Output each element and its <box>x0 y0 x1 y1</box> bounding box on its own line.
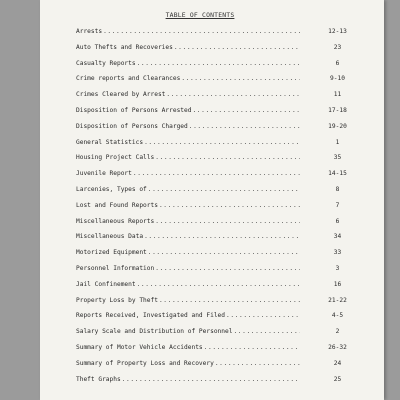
toc-entry-label: Miscellaneous Reports <box>76 217 155 225</box>
toc-entry <box>76 343 375 359</box>
dot-leader <box>148 249 300 256</box>
toc-entry-pages: 26-32 <box>328 343 347 351</box>
dot-leader <box>103 28 300 35</box>
toc-entry-label: Property Loss by Theft <box>76 296 158 304</box>
toc-entry <box>76 327 375 343</box>
dot-leader <box>233 328 300 335</box>
page-title: TABLE OF CONTENTS <box>165 11 235 19</box>
toc-entry <box>76 296 375 312</box>
toc-entry <box>76 201 375 217</box>
toc-entry-pages: 6 <box>335 59 340 67</box>
dot-leader <box>133 170 300 177</box>
toc-entry <box>76 153 375 169</box>
toc-entry-pages: 24 <box>333 359 342 367</box>
toc-entry <box>76 90 375 106</box>
dot-leader <box>122 376 300 383</box>
dot-leader <box>148 186 300 193</box>
toc-entry-label: Theft Graphs <box>76 375 121 383</box>
toc-entry-label: Reports Received, Investigated and Filed <box>76 312 226 320</box>
toc-entry <box>76 217 375 233</box>
dot-leader <box>155 154 300 161</box>
dot-leader <box>155 218 300 225</box>
toc-entry-label: Motorized Equipment <box>76 249 147 257</box>
toc-entry-label: Juvenile Report <box>76 170 132 178</box>
toc-entry-pages: 4-5 <box>331 312 344 320</box>
dot-leader <box>137 281 300 288</box>
toc-entry-label: General Statistics <box>76 138 144 146</box>
dot-leader <box>174 44 300 51</box>
toc-entry-label: Summary of Motor Vehicle Accidents <box>76 343 203 351</box>
toc-entry-label: Crime reports and Clearances <box>76 75 181 83</box>
toc-entry-pages: 14-15 <box>328 170 347 178</box>
toc-entry <box>76 74 375 90</box>
toc-entry-label: Casualty Reports <box>76 59 136 67</box>
dot-leader <box>215 360 300 367</box>
toc-entry <box>76 27 375 43</box>
toc-entry-label: Larcenies, Types of <box>76 185 147 193</box>
toc-entry-pages: 35 <box>333 154 342 162</box>
dot-leader <box>189 123 300 130</box>
toc-entry <box>76 169 375 185</box>
table-of-contents <box>76 27 375 390</box>
toc-entry-pages: 12-13 <box>328 28 347 35</box>
toc-entry-pages: 11 <box>333 91 342 99</box>
toc-entry <box>76 311 375 327</box>
document-page <box>40 0 384 400</box>
dot-leader <box>192 107 300 114</box>
toc-entry <box>76 122 375 138</box>
toc-entry <box>76 138 375 154</box>
toc-entry-pages: 6 <box>335 217 340 225</box>
toc-entry-pages: 1 <box>335 138 340 146</box>
toc-entry-pages: 7 <box>335 201 340 209</box>
toc-entry-pages: 3 <box>335 264 340 272</box>
toc-entry-label: Crimes Cleared by Arrest <box>76 91 166 99</box>
toc-entry <box>76 106 375 122</box>
toc-entry-pages: 21-22 <box>328 296 347 304</box>
toc-entry <box>76 248 375 264</box>
toc-entry-pages: 33 <box>333 249 342 257</box>
toc-entry-label: Disposition of Persons Arrested <box>76 106 192 114</box>
toc-entry <box>76 280 375 296</box>
toc-entry-label: Lost and Found Reports <box>76 201 158 209</box>
toc-entry-label: Summary of Property Loss and Recovery <box>76 359 214 367</box>
toc-entry <box>76 43 375 59</box>
toc-entry-label: Disposition of Persons Charged <box>76 122 188 130</box>
toc-entry-pages: 25 <box>333 375 342 383</box>
toc-entry-pages: 16 <box>333 280 342 288</box>
toc-entry-pages: 9-10 <box>330 75 345 83</box>
toc-entry-label: Housing Project Calls <box>76 154 155 162</box>
toc-entry-label: Jail Confinement <box>76 280 136 288</box>
toc-entry <box>76 359 375 375</box>
toc-entry <box>76 264 375 280</box>
toc-entry <box>76 59 375 75</box>
dot-leader <box>155 265 300 272</box>
toc-entry-label: Miscellaneous Data <box>76 233 144 241</box>
dot-leader <box>144 233 300 240</box>
dot-leader <box>226 312 300 319</box>
dot-leader <box>204 344 300 351</box>
toc-entry <box>76 185 375 201</box>
toc-entry <box>76 232 375 248</box>
toc-entry-pages: 23 <box>333 43 342 51</box>
dot-leader <box>166 91 300 98</box>
toc-entry-pages: 8 <box>335 185 340 193</box>
toc-entry-label: Arrests <box>76 28 103 35</box>
toc-entry-pages: 34 <box>333 233 342 241</box>
dot-leader <box>159 297 300 304</box>
toc-entry-label: Auto Thefts and Recoveries <box>76 43 173 51</box>
toc-entry <box>76 375 375 391</box>
dot-leader <box>159 202 300 209</box>
toc-entry-label: Personnel Information <box>76 264 155 272</box>
dot-leader <box>181 75 300 82</box>
toc-entry-pages: 17-18 <box>328 106 347 114</box>
toc-entry-label: Salary Scale and Distribution of Personnel <box>76 328 233 336</box>
toc-entry-pages: 2 <box>335 328 340 336</box>
dot-leader <box>137 60 300 67</box>
toc-entry-pages: 19-20 <box>328 122 347 130</box>
dot-leader <box>144 139 300 146</box>
